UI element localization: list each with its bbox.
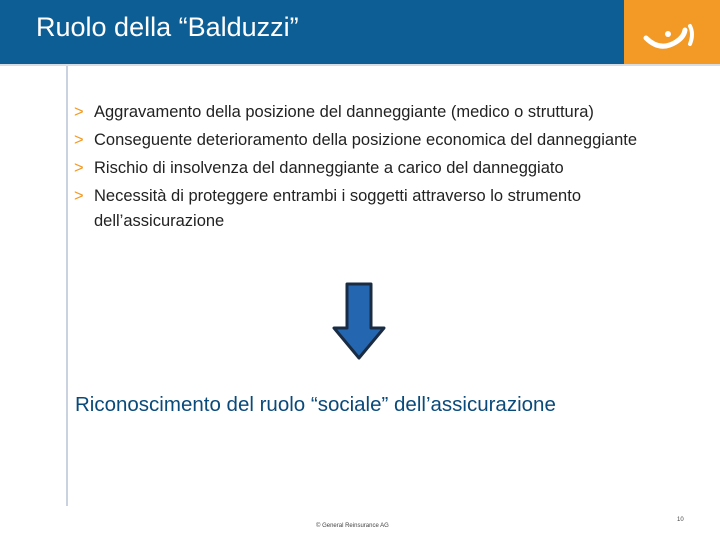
left-divider xyxy=(66,66,68,506)
bullet-text: Conseguente deterioramento della posizione economica del danneggiante xyxy=(94,131,638,149)
bullet-text: Necessità di proteggere entrambi i soggetti attraverso lo strumento dell’assicurazione xyxy=(94,187,581,230)
bullet-list xyxy=(74,100,714,237)
page-number: 10 xyxy=(677,517,684,523)
down-arrow-icon xyxy=(332,282,386,360)
bullet-text: Rischio di insolvenza del danneggiante a carico del danneggiato xyxy=(94,159,564,177)
bullet-item xyxy=(74,184,714,234)
brand-logo-icon xyxy=(624,0,720,64)
slide-title: Ruolo della “Balduzzi” xyxy=(36,12,299,42)
header-bar xyxy=(0,0,720,64)
header-divider xyxy=(0,64,720,66)
footer-copyright: © General Reinsurance AG xyxy=(316,523,389,529)
conclusion-text: Riconoscimento del ruolo “sociale” dell’assicurazione xyxy=(75,393,556,416)
bullet-marker: > xyxy=(74,103,84,121)
bullet-item xyxy=(74,100,714,125)
bullet-marker: > xyxy=(74,131,84,149)
bullet-marker: > xyxy=(74,159,84,177)
bullet-marker: > xyxy=(74,187,84,205)
bullet-text: Aggravamento della posizione del danneggiante (medico o struttura) xyxy=(94,103,594,121)
bullet-item xyxy=(74,156,714,181)
brand-logo xyxy=(624,0,720,64)
bullet-item xyxy=(74,128,714,153)
